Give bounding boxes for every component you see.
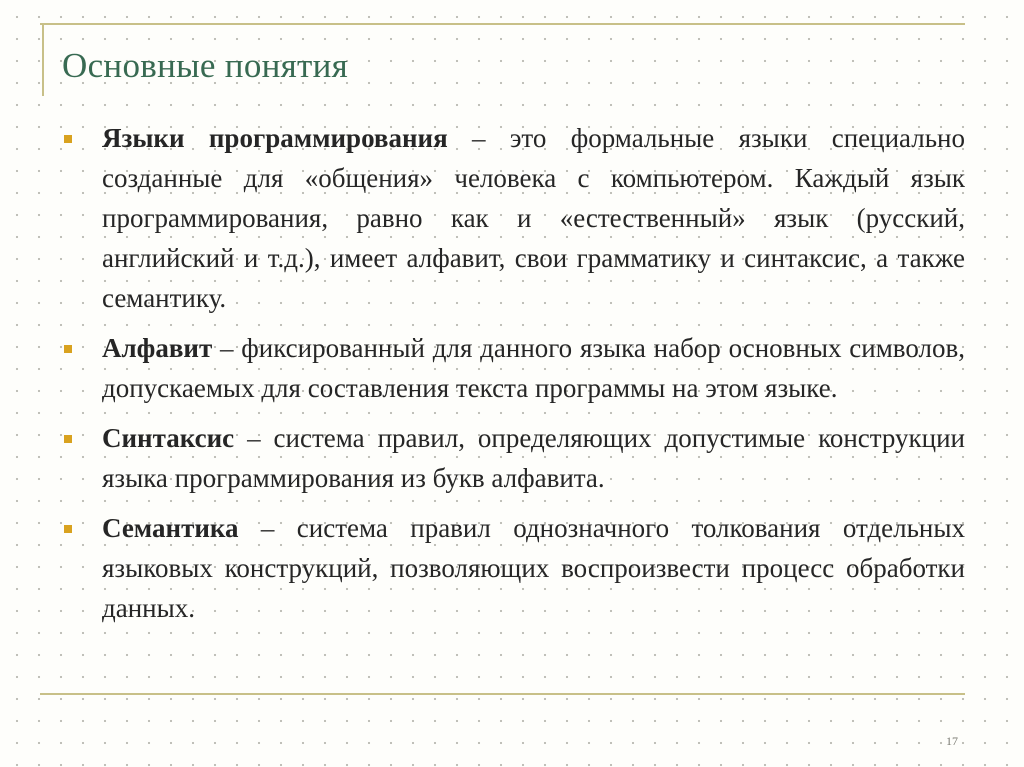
square-bullet-icon: [64, 435, 72, 443]
definition: – система правил, определяющих допустимые конструкции языка программирования из букв алфавита.: [102, 423, 965, 493]
list-item-text: [102, 328, 965, 408]
list-item: [62, 118, 965, 318]
title-vertical-rule: [42, 23, 44, 96]
square-bullet-icon: [64, 345, 72, 353]
list-item-text: [102, 508, 965, 628]
bottom-rule: [40, 693, 965, 695]
term: Семантика: [102, 513, 239, 543]
definition: – это формальные языки специально созданные для «общения» человека с компьютером. Каждый язык программирования, равно как и «естественный» язык (русский, английский и т.д.), имеет алфавит, свои грамматику и синтаксис, а также семантику.: [102, 123, 965, 313]
list-item: [62, 418, 965, 498]
square-bullet-icon: [64, 135, 72, 143]
definition: – фиксированный для данного языка набор основных символов, допускаемых для составления текста программы на этом языке.: [102, 333, 965, 403]
term: Алфавит: [102, 333, 213, 363]
list-item: [62, 508, 965, 628]
page-number: 17: [946, 734, 958, 748]
list-item: [62, 328, 965, 408]
list-item-text: [102, 418, 965, 498]
term: Языки программирования: [102, 123, 448, 153]
definition-list: [62, 118, 965, 638]
term: Синтаксис: [102, 423, 235, 453]
square-bullet-icon: [64, 525, 72, 533]
list-item-text: [102, 118, 965, 318]
slide-title: Основные понятия: [62, 46, 349, 85]
top-rule: [40, 23, 965, 25]
definition: – система правил однозначного толкования отдельных языковых конструкций, позволяющих воспроизвести процесс обработки данных.: [102, 513, 965, 623]
